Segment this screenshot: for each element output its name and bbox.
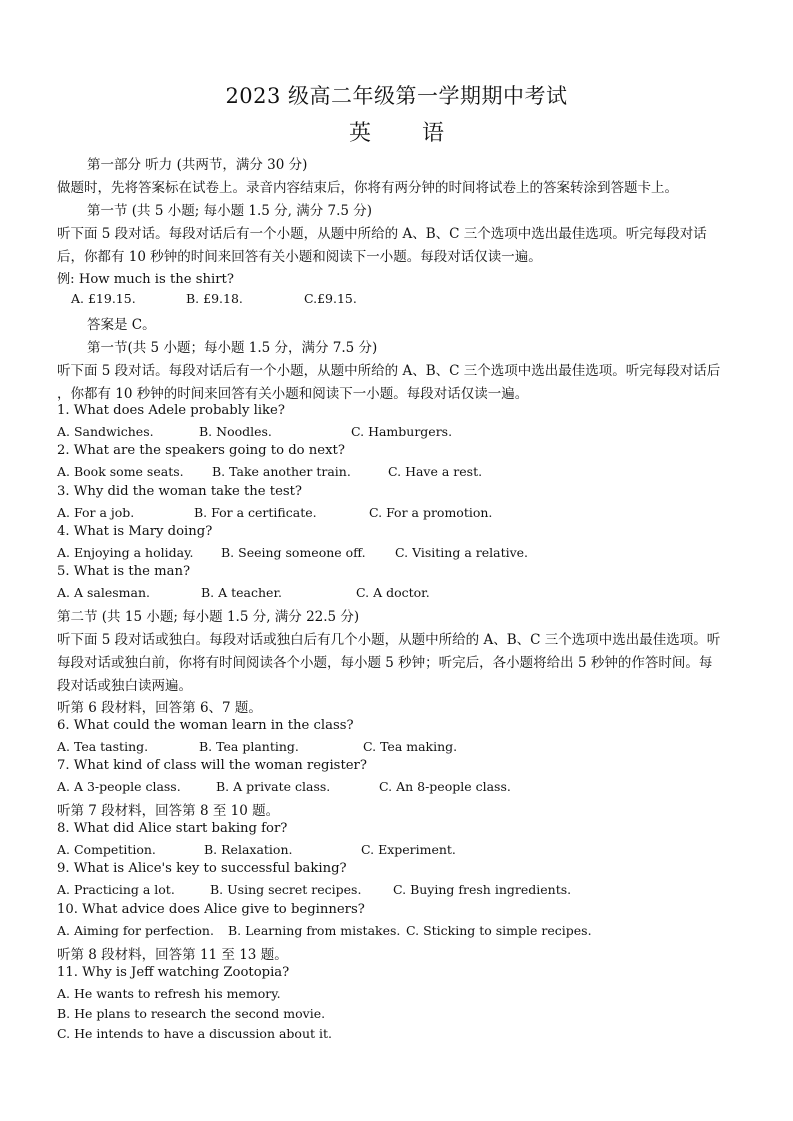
section1b-instruction-line1: 听下面 5 段对话。每段对话后有一个小题，从题中所给的 A、B、C 三个选项中选出最佳选项。听完每段对话后 xyxy=(57,363,721,379)
q2-option-b: B. Take another train. xyxy=(212,464,351,479)
q1-option-c: C. Hamburgers. xyxy=(351,424,453,439)
question-8: 8. What did Alice start baking for? xyxy=(57,821,288,836)
question-4: 4. What is Mary doing? xyxy=(57,524,213,539)
q9-option-a: A. Practicing a lot. xyxy=(57,882,175,897)
q10-option-c: C. Sticking to simple recipes. xyxy=(406,923,592,938)
q4-option-b: B. Seeing someone off. xyxy=(221,545,366,560)
question-3: 3. Why did the woman take the test? xyxy=(57,484,303,499)
section2-instruction-line3: 段对话或独白读两遍。 xyxy=(57,678,192,694)
q6-option-b: B. Tea planting. xyxy=(199,739,299,754)
section2-heading: 第二节 (共 15 小题; 每小题 1.5 分, 满分 22.5 分) xyxy=(57,609,360,625)
q9-option-b: B. Using secret recipes. xyxy=(210,882,362,897)
question-1: 1. What does Adele probably like? xyxy=(57,403,285,418)
q6-option-a: A. Tea tasting. xyxy=(57,739,149,754)
q5-option-c: C. A doctor. xyxy=(356,585,430,600)
section1a-instruction-line1: 听下面 5 段对话。每段对话后有一个小题，从题中所给的 A、B、C 三个选项中选出最佳选项。听完每段对话 xyxy=(57,226,707,242)
material7-label: 听第 7 段材料，回答第 8 至 10 题。 xyxy=(57,803,280,819)
example-option-b: B. £9.18. xyxy=(186,291,243,306)
question-6: 6. What could the woman learn in the class? xyxy=(57,718,354,733)
q8-option-c: C. Experiment. xyxy=(361,842,456,857)
section2-instruction-line1: 听下面 5 段对话或独白。每段对话或独白后有几个小题，从题中所给的 A、B、C 三个选项中选出最佳选项。听 xyxy=(57,632,721,648)
q4-option-a: A. Enjoying a holiday. xyxy=(57,545,194,560)
question-9: 9. What is Alice's key to successful baking? xyxy=(57,861,347,876)
q5-option-b: B. A teacher. xyxy=(201,585,283,600)
q5-option-a: A. A salesman. xyxy=(57,585,150,600)
q11-option-b: B. He plans to research the second movie. xyxy=(57,1006,326,1021)
q2-option-c: C. Have a rest. xyxy=(388,464,483,479)
section1b-instruction-line2: ，你都有 10 秒钟的时间来回答有关小题和阅读下一小题。每段对话仅读一遍。 xyxy=(57,386,529,402)
exam-subject: 英 语 xyxy=(349,121,466,146)
q2-option-a: A. Book some seats. xyxy=(57,464,184,479)
section1a-heading: 第一节 (共 5 小题; 每小题 1.5 分, 满分 7.5 分) xyxy=(87,203,373,219)
question-2: 2. What are the speakers going to do next? xyxy=(57,443,345,458)
question-10: 10. What advice does Alice give to beginners? xyxy=(57,902,365,917)
question-7: 7. What kind of class will the woman register? xyxy=(57,758,367,773)
q7-option-c: C. An 8-people class. xyxy=(379,779,511,794)
q3-option-c: C. For a promotion. xyxy=(369,505,493,520)
example-answer: 答案是 C。 xyxy=(87,317,156,333)
material8-label: 听第 8 段材料，回答第 11 至 13 题。 xyxy=(57,947,288,963)
q10-option-b: B. Learning from mistakes. xyxy=(228,923,401,938)
q3-option-a: A. For a job. xyxy=(57,505,135,520)
q4-option-c: C. Visiting a relative. xyxy=(395,545,529,560)
material6-label: 听第 6 段材料，回答第 6、7 题。 xyxy=(57,700,262,716)
example-question: 例: How much is the shirt? xyxy=(57,272,234,287)
example-option-c: C.£9.15. xyxy=(304,291,357,306)
q8-option-a: A. Competition. xyxy=(57,842,156,857)
q7-option-b: B. A private class. xyxy=(216,779,331,794)
example-option-a: A. £19.15. xyxy=(71,291,136,306)
section2-instruction-line2: 每段对话或独白前，你将有时间阅读各个小题，每小题 5 秒钟；听完后，各小题将给出 5 秒钟的作答时间。每 xyxy=(57,655,713,671)
question-5: 5. What is the man? xyxy=(57,564,191,579)
question-11: 11. Why is Jeff watching Zootopia? xyxy=(57,965,290,980)
section1a-instruction-line2: 后，你都有 10 秒钟的时间来回答有关小题和阅读下一小题。每段对话仅读一遍。 xyxy=(57,249,542,265)
section1b-heading: 第一节(共 5 小题；每小题 1.5 分，满分 7.5 分) xyxy=(87,340,378,356)
q1-option-b: B. Noodles. xyxy=(199,424,272,439)
q11-option-a: A. He wants to refresh his memory. xyxy=(57,986,281,1001)
part1-heading: 第一部分 听力 (共两节，满分 30 分) xyxy=(87,157,308,173)
q11-option-c: C. He intends to have a discussion about it. xyxy=(57,1026,332,1041)
q6-option-c: C. Tea making. xyxy=(363,739,458,754)
q9-option-c: C. Buying fresh ingredients. xyxy=(393,882,572,897)
q10-option-a: A. Aiming for perfection. xyxy=(57,923,214,938)
part1-instruction: 做题时，先将答案标在试卷上。录音内容结束后，你将有两分钟的时间将试卷上的答案转涂到答题卡上。 xyxy=(57,180,678,196)
exam-title: 2023 级高二年级第一学期期中考试 xyxy=(225,84,568,108)
q1-option-a: A. Sandwiches. xyxy=(57,424,154,439)
q7-option-a: A. A 3-people class. xyxy=(57,779,181,794)
q8-option-b: B. Relaxation. xyxy=(204,842,293,857)
q3-option-b: B. For a certificate. xyxy=(194,505,317,520)
